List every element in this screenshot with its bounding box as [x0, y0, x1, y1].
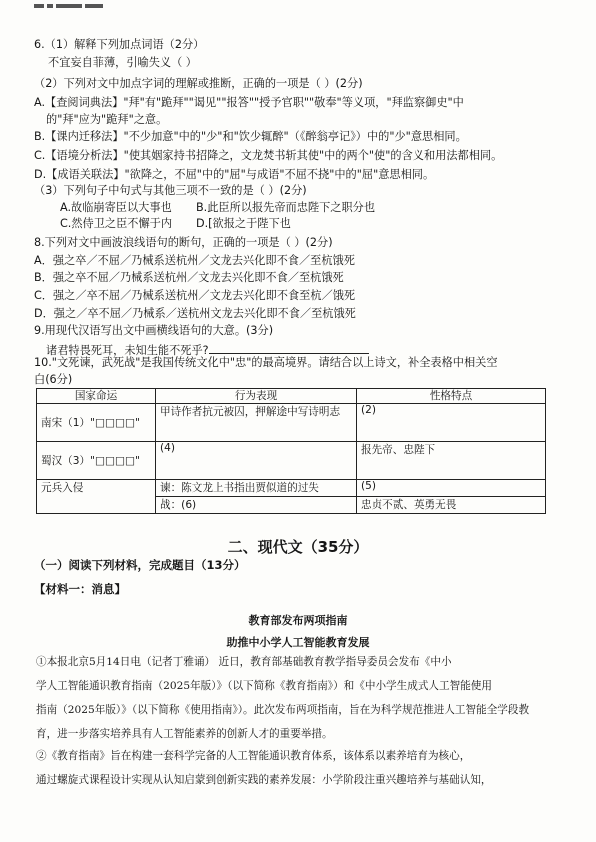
- table-row: [37, 480, 546, 497]
- table-cell-r2c3: 报先帝、忠陛下: [357, 442, 546, 480]
- q6-option-b: B.【课内迁移法】"不少加意"中的"少"和"饮少辄醉"（《醉翁亭记》）中的"少"意思相同。: [34, 130, 467, 143]
- paragraph-line: 指南（2025年版）》（以下简称《使用指南》）。此次发布两项指南，旨在为科学规范推进人工智能全学段教: [36, 704, 530, 716]
- q8-option-c: C．强之／卒不屈／乃械系送杭州／文龙去兴化即不食至杭／饿死: [34, 289, 356, 302]
- table-header-row: [37, 389, 546, 404]
- q7-option-b: B.此臣所以报先帝而忠陛下之职分也: [196, 201, 376, 214]
- q9-answer-line[interactable]: [209, 342, 369, 354]
- q7-option-d: D.[欲报之于陛下也: [196, 217, 291, 230]
- q6-option-c: C.【语境分析法】"使其姻家持书招降之，文龙焚书斩其使"中的两个"使"的含义和用法都相同。: [34, 149, 503, 162]
- paragraph-line: ②《教育指南》旨在构建一套科学完备的人工智能通识教育体系，该体系以素养培育为核心，: [36, 750, 471, 762]
- table-cell-r2c2[interactable]: (4): [156, 442, 357, 480]
- q8-option-a: A．强之卒／不屈／乃械系送杭州／文龙去兴化即不食／至杭饿死: [34, 254, 355, 267]
- q10-table: [36, 388, 546, 514]
- q6-option-a-line2: 的"拜"应为"跪拜"之意。: [46, 113, 168, 126]
- header-scan-mark: [34, 4, 154, 12]
- q7-option-c: C.然侍卫之臣不懈于内: [60, 217, 173, 230]
- q9-stem: 9.用现代汉语写出文中画横线语句的大意。(3分): [34, 324, 274, 337]
- table-cell-r1c3[interactable]: (2): [357, 404, 546, 442]
- paragraph-line: ①本报北京5月14日电（记者丁雅诵） 近日，教育部基础教育教学指导委员会发布《中小: [36, 656, 452, 668]
- table-row: [37, 404, 546, 442]
- q8-option-d: D．强之／卒不屈／乃械系／送杭州文龙去兴化即不食／至杭饿死: [34, 307, 356, 320]
- q6-option-d: D.【成语关联法】"欲降之，不屈"中的"屈"与成语"不屈不挠"中的"屈"意思相同。: [34, 168, 435, 181]
- q8-stem: 8.下列对文中画波浪线语句的断句，正确的一项是（ ）(2分): [34, 236, 333, 249]
- q6-2-stem: （2）下列对文中加点字词的理解或推断，正确的一项是（ ）(2分): [34, 77, 363, 90]
- article-title: 教育部发布两项指南: [248, 614, 348, 627]
- table-cell-r3c3a[interactable]: (5): [357, 480, 546, 497]
- table-header-2: 行为表现: [156, 389, 357, 404]
- q6-item: 不宜妄自菲薄，引喻失义（ ）: [48, 56, 197, 69]
- paragraph-line: 学人工智能通识教育指南（2025年版）》（以下简称《教育指南》）和《中小学生成式人工智能使用: [36, 680, 492, 692]
- table-row: [37, 442, 546, 480]
- q7-stem: （3）下列句子中句式与其他三项不一致的是（ ）(2分): [34, 184, 307, 197]
- table-cell-r1c2: 甲诗作者抗元被囚，押解途中写诗明志: [156, 404, 357, 442]
- table-cell-r3c2a: 谏：陈文龙上书指出贾似道的过失: [156, 480, 357, 497]
- paragraph-line: 通过螺旋式课程设计实现从认知启蒙到创新实践的素养发展：小学阶段注重兴趣培养与基础认知，: [36, 774, 492, 786]
- table-cell-r3c3b: 忠贞不贰、英勇无畏: [357, 497, 546, 514]
- q10-stem-line1: 10."文死谏，武死战"是我国传统文化中"忠"的最高境界。请结合以上诗文，补全表格中相关空: [34, 356, 498, 369]
- article-paragraph-2: [36, 744, 556, 792]
- article-paragraph-1: [36, 650, 556, 746]
- paragraph-line: 育，进一步落实培养具有人工智能素养的创新人才的重要举措。: [36, 728, 333, 740]
- material-label: 【材料一：消息】: [34, 582, 126, 596]
- subsection-title: （一）阅读下列材料，完成题目（13分）: [34, 558, 246, 572]
- q9-sentence-text: 诸君特畏死耳，未知生能不死乎?: [46, 344, 209, 357]
- table-cell-r3c1: 元兵入侵: [37, 480, 156, 514]
- table-header-3: 性格特点: [357, 389, 546, 404]
- q7-option-a: A.故临崩寄臣以大事也: [60, 201, 172, 214]
- article-subtitle: 助推中小学人工智能教育发展: [226, 636, 370, 649]
- table-header-1: 国家命运: [37, 389, 156, 404]
- table-cell-r3c2b[interactable]: 战：(6): [156, 497, 357, 514]
- q6-option-a-line1: A.【查阅词典法】"拜"有"跪拜""谒见""报答""授予官职""敬奉"等义项，"拜监察御史"中: [34, 96, 464, 109]
- q8-option-b: B．强之卒不屈／乃械系送杭州／文龙去兴化即不食／至杭饿死: [34, 271, 344, 284]
- q6-stem: 6.（1）解释下列加点词语（2分）: [34, 38, 205, 51]
- table-cell-r1c1[interactable]: 南宋（1）"□□□□": [37, 404, 156, 442]
- q10-stem-line2: 白(6分): [34, 373, 73, 386]
- table-cell-r2c1[interactable]: 蜀汉（3）"□□□□": [37, 442, 156, 480]
- section-title: 二、现代文（35分）: [227, 538, 369, 556]
